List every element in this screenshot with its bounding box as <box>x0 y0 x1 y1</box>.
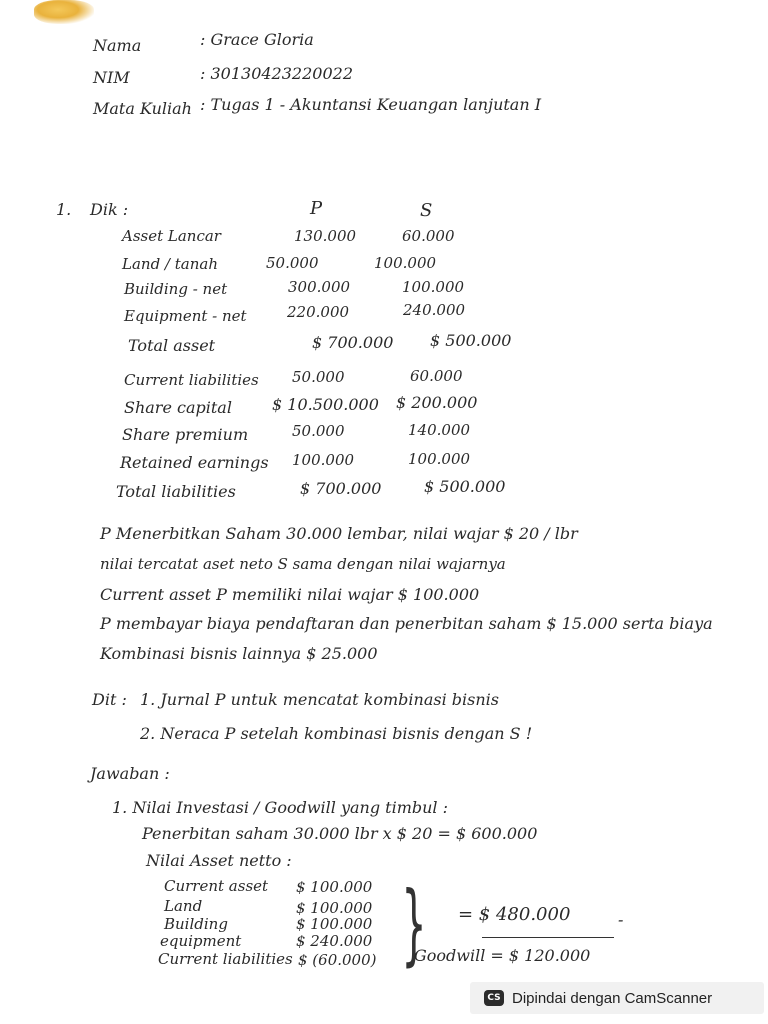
row-s-total-liabilities: $ 500.000 <box>424 477 506 496</box>
name-value: : Grace Gloria <box>200 30 314 49</box>
note-line: P membayar biaya pendaftaran dan penerbitan saham $ 15.000 serta biaya <box>100 614 713 633</box>
row-p-equipment: 220.000 <box>287 303 350 321</box>
net-asset-label: Nilai Asset netto : <box>146 851 292 870</box>
breakdown-value: $ 100.000 <box>296 878 373 896</box>
row-label-current-liabilities: Current liabilities <box>124 371 259 389</box>
answer-label: Jawaban : <box>90 764 170 783</box>
row-s-total-asset: $ 500.000 <box>430 331 512 350</box>
column-s-header: S <box>420 200 433 221</box>
camscanner-logo-icon: CS <box>484 990 504 1006</box>
note-line: Kombinasi bisnis lainnya $ 25.000 <box>100 644 378 663</box>
goodwill-result: Goodwill = $ 120.000 <box>414 946 591 965</box>
row-s-retained-earnings: 100.000 <box>408 450 471 468</box>
note-line: nilai tercatat aset neto S sama dengan nilai wajarnya <box>100 555 506 573</box>
row-s-current-liabilities: 60.000 <box>410 367 463 385</box>
issuance-line: Penerbitan saham 30.000 lbr x $ 20 = $ 600.000 <box>142 824 538 843</box>
breakdown-value: $ 100.000 <box>296 915 373 933</box>
row-label-share-premium: Share premium <box>122 425 249 444</box>
breakdown-label: equipment <box>160 932 242 950</box>
breakdown-value: $ 100.000 <box>296 899 373 917</box>
row-s-share-premium: 140.000 <box>408 421 471 439</box>
answer-heading: 1. Nilai Investasi / Goodwill yang timbul : <box>112 798 449 817</box>
question-number: 1. <box>56 200 72 219</box>
row-label-land: Land / tanah <box>122 255 218 273</box>
dit-label: Dit : <box>92 690 127 709</box>
dik-label: Dik : <box>90 200 129 219</box>
row-label-equipment: Equipment - net <box>124 307 247 325</box>
breakdown-value: $ (60.000) <box>298 951 377 969</box>
row-p-share-premium: 50.000 <box>292 422 345 440</box>
row-s-share-capital: $ 200.000 <box>396 393 478 412</box>
subtotal-rule <box>482 937 614 938</box>
course-label: Mata Kuliah <box>93 99 192 118</box>
course-value: : Tugas 1 - Akuntansi Keuangan lanjutan I <box>200 95 542 114</box>
row-p-total-asset: $ 700.000 <box>312 333 394 352</box>
subtract-dash: - <box>618 910 624 929</box>
curly-brace: } <box>401 872 427 975</box>
row-p-asset-lancar: 130.000 <box>294 227 357 245</box>
row-s-asset-lancar: 60.000 <box>402 227 455 245</box>
breakdown-label: Current liabilities <box>158 950 293 968</box>
nim-value: : 30130423220022 <box>200 64 353 83</box>
row-p-current-liabilities: 50.000 <box>292 368 345 386</box>
camscanner-text: Dipindai dengan CamScanner <box>512 989 713 1007</box>
row-label-asset-lancar: Asset Lancar <box>122 227 221 245</box>
breakdown-label: Building <box>164 915 228 933</box>
row-label-retained-earnings: Retained earnings <box>120 453 269 472</box>
row-p-retained-earnings: 100.000 <box>292 451 355 469</box>
row-p-land: 50.000 <box>266 254 319 272</box>
corner-stain <box>34 0 94 24</box>
row-label-total-liabilities: Total liabilities <box>116 482 236 501</box>
dit-item: 2. Neraca P setelah kombinasi bisnis dengan S ! <box>140 724 533 743</box>
row-label-share-capital: Share capital <box>124 398 232 417</box>
note-line: P Menerbitkan Saham 30.000 lembar, nilai wajar $ 20 / lbr <box>100 524 578 543</box>
row-label-building: Building - net <box>124 280 228 298</box>
nim-label: NIM <box>93 68 130 87</box>
breakdown-label: Land <box>164 897 203 915</box>
row-s-land: 100.000 <box>374 254 437 272</box>
row-p-share-capital: $ 10.500.000 <box>272 395 379 414</box>
row-label-total-asset: Total asset <box>128 336 216 355</box>
breakdown-value: $ 240.000 <box>296 932 373 950</box>
row-s-equipment: 240.000 <box>403 301 466 319</box>
camscanner-watermark <box>470 982 764 1014</box>
row-s-building: 100.000 <box>402 278 465 296</box>
dit-item: 1. Jurnal P untuk mencatat kombinasi bisnis <box>140 690 499 709</box>
row-p-total-liabilities: $ 700.000 <box>300 479 382 498</box>
breakdown-label: Current asset <box>164 877 269 895</box>
note-line: Current asset P memiliki nilai wajar $ 100.000 <box>100 585 480 604</box>
column-p-header: P <box>310 198 323 219</box>
name-label: Nama <box>93 36 142 55</box>
net-asset-total: = $ 480.000 <box>458 904 571 925</box>
row-p-building: 300.000 <box>288 278 351 296</box>
